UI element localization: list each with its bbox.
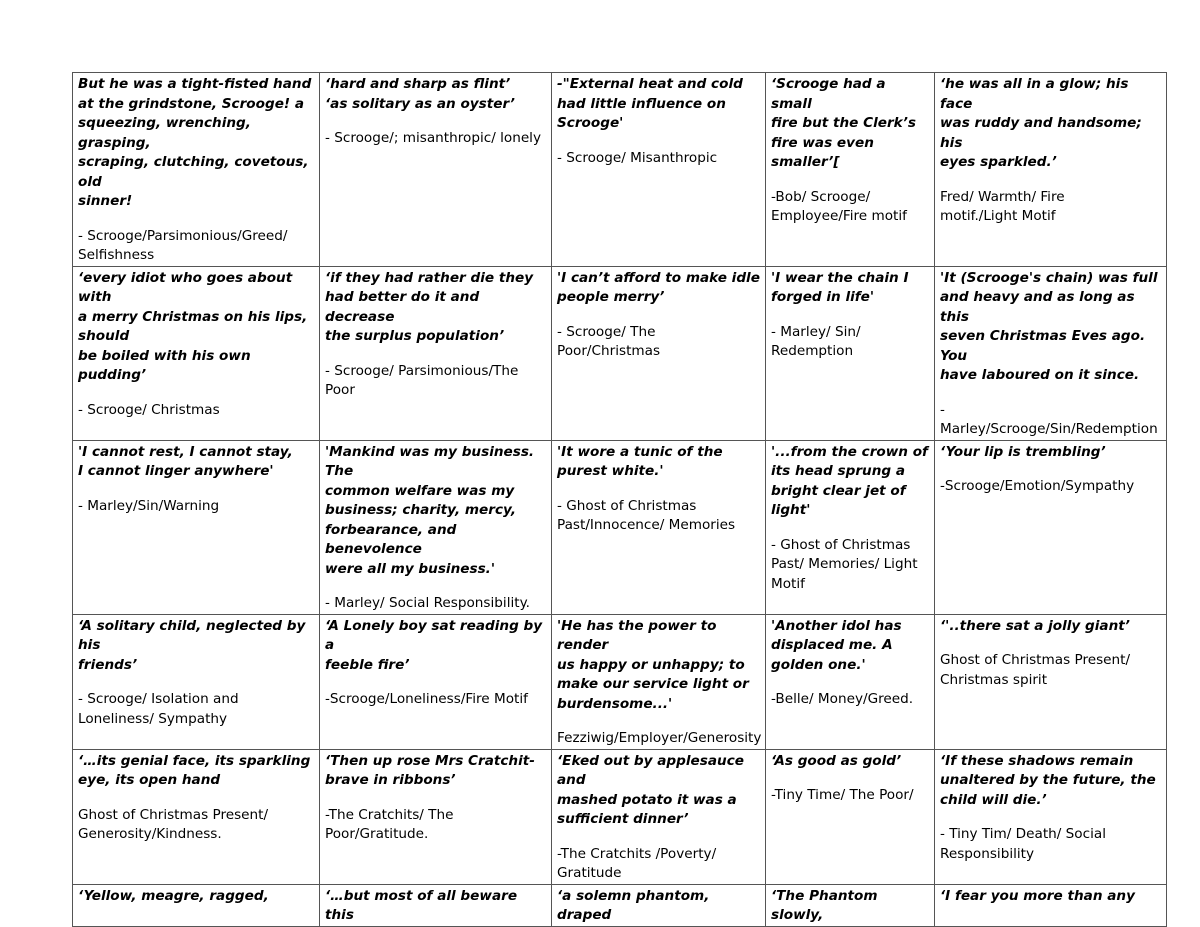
quote-text: 'He has the power to render us happy or unhappy; to make our service light or burdensome...' — [557, 617, 749, 712]
quote-text: 'I can’t afford to make idle people merry’ — [557, 269, 760, 305]
quote-table — [72, 72, 1167, 927]
table-cell — [552, 614, 766, 749]
quote-text: '...from the crown of its head sprung a bright clear jet of light' — [771, 443, 928, 518]
table-cell — [766, 440, 935, 614]
theme-tags: - Marley/Scrooge/Sin/Redemption — [940, 401, 1158, 437]
theme-tags: - Ghost of Christmas Past/ Memories/ Light Motif — [771, 536, 918, 592]
theme-tags: -Scrooge/Loneliness/Fire Motif — [325, 691, 528, 707]
quote-text: ‘…but most of all beware this — [325, 887, 518, 923]
theme-tags: - Scrooge/ Isolation and Loneliness/ Sympathy — [78, 691, 239, 727]
theme-tags: - Ghost of Christmas Past/Innocence/ Memories — [557, 497, 736, 533]
quote-text: ‘every idiot who goes about with a merry Christmas on his lips, should be boiled with his own pudding’ — [78, 269, 308, 383]
table-cell — [766, 749, 935, 884]
quote-text: 'I wear the chain I forged in life' — [771, 269, 909, 305]
quote-text: ‘Your lip is trembling’ — [940, 443, 1106, 460]
quote-table-sheet — [72, 72, 1166, 923]
theme-tags: - Marley/ Social Responsibility. — [325, 595, 531, 611]
theme-tags: Ghost of Christmas Present/ Generosity/Kindness. — [78, 806, 269, 842]
quote-text: ‘A solitary child, neglected by his friends’ — [78, 617, 306, 673]
table-cell — [935, 266, 1167, 440]
theme-tags: - Scrooge/ Christmas — [78, 401, 220, 418]
quote-text: ‘'..there sat a jolly giant’ — [940, 617, 1130, 634]
theme-tags: -Tiny Time/ The Poor/ — [771, 787, 914, 803]
table-row — [73, 73, 1167, 267]
theme-tags: - Scrooge/ Misanthropic — [557, 149, 718, 166]
quote-text: ‘hard and sharp as flint’ ‘as solitary as an oyster’ — [325, 76, 515, 112]
theme-tags: -The Cratchits /Poverty/ Gratitude — [557, 845, 717, 881]
theme-tags: - Marley/ Sin/ Redemption — [771, 323, 861, 359]
theme-tags: -The Cratchits/ The Poor/Gratitude. — [325, 806, 454, 842]
theme-tags: - Scrooge/; misanthropic/ lonely — [325, 130, 541, 146]
theme-tags: -Bob/ Scrooge/ Employee/Fire motif — [771, 188, 907, 224]
table-cell — [320, 266, 552, 440]
table-cell — [73, 614, 320, 749]
table-cell — [320, 884, 552, 926]
table-cell — [552, 73, 766, 267]
table-row — [73, 440, 1167, 614]
quote-text: 'It wore a tunic of the purest white.' — [557, 443, 723, 479]
table-cell — [766, 73, 935, 267]
theme-tags: -Scrooge/Emotion/Sympathy — [940, 478, 1135, 494]
quote-text: ‘…its genial face, its sparkling eye, its open hand — [78, 752, 311, 788]
theme-tags: -Belle/ Money/Greed. — [771, 691, 914, 707]
theme-tags: Fred/ Warmth/ Fire motif./Light Motif — [940, 188, 1065, 224]
table-cell — [766, 266, 935, 440]
table-cell — [320, 749, 552, 884]
table-cell — [552, 440, 766, 614]
table-cell — [766, 614, 935, 749]
theme-tags: Fezziwig/Employer/Generosity — [557, 730, 762, 746]
table-cell — [73, 440, 320, 614]
table-row — [73, 266, 1167, 440]
quote-text: 'Another idol has displaced me. A golden one.' — [771, 617, 902, 673]
table-cell — [935, 614, 1167, 749]
theme-tags: Ghost of Christmas Present/ Christmas spirit — [940, 652, 1131, 688]
quote-text: ‘Scrooge had a small fire but the Clerk’s fire was even smaller’[ — [771, 76, 916, 170]
quote-text: ‘Then up rose Mrs Cratchit- brave in ribbons’ — [325, 752, 535, 788]
table-cell — [73, 73, 320, 267]
table-cell — [935, 884, 1167, 926]
table-cell — [552, 884, 766, 926]
table-cell — [935, 73, 1167, 267]
theme-tags: - Marley/Sin/Warning — [78, 497, 220, 514]
quote-text: ‘The Phantom slowly, — [771, 887, 878, 923]
quote-text: ‘a solemn phantom, draped — [557, 887, 710, 923]
theme-tags: - Scrooge/ The Poor/Christmas — [557, 323, 661, 359]
quote-text: ‘If these shadows remain unaltered by the future, the child will die.’ — [940, 752, 1156, 808]
quote-text: ‘Eked out by applesauce and mashed potato it was a sufficient dinner’ — [557, 752, 744, 827]
table-cell — [552, 266, 766, 440]
table-cell — [552, 749, 766, 884]
table-cell — [320, 73, 552, 267]
table-cell — [935, 749, 1167, 884]
quote-text: 'I cannot rest, I cannot stay, I cannot linger anywhere' — [78, 443, 293, 479]
quote-text: ‘As good as gold’ — [771, 752, 902, 769]
table-cell — [320, 614, 552, 749]
table-cell — [73, 749, 320, 884]
table-row — [73, 884, 1167, 926]
table-cell — [73, 884, 320, 926]
table-row — [73, 749, 1167, 884]
theme-tags: - Scrooge/ Parsimonious/The Poor — [325, 362, 519, 398]
table-cell — [320, 440, 552, 614]
quote-text: ‘I fear you more than any — [940, 887, 1135, 904]
quote-text: 'Mankind was my business. The common welfare was my business; charity, mercy, forbearance, and benevolence were all my business.' — [325, 443, 535, 577]
table-row — [73, 614, 1167, 749]
quote-text: ‘Yellow, meagre, ragged, — [78, 887, 269, 904]
table-cell — [935, 440, 1167, 614]
table-cell — [766, 884, 935, 926]
theme-tags: - Scrooge/Parsimonious/Greed/ Selfishness — [78, 227, 288, 263]
quote-text: But he was a tight-fisted hand at the grindstone, Scrooge! a squeezing, wrenching, grasping, scraping, clutching, covetous, old sinner! — [78, 76, 312, 209]
quote-text: ‘he was all in a glow; his face was ruddy and handsome; his eyes sparkled.’ — [940, 76, 1142, 170]
quote-text: ‘A Lonely boy sat reading by a feeble fire’ — [325, 617, 543, 673]
table-cell — [73, 266, 320, 440]
quote-text: -"External heat and cold had little influence on Scrooge' — [557, 76, 743, 131]
quote-text: ‘if they had rather die they had better do it and decrease the surplus population’ — [325, 269, 534, 344]
quote-text: 'It (Scrooge's chain) was full and heavy and as long as this seven Christmas Eves ago. You have laboured on it since. — [940, 269, 1158, 383]
theme-tags: - Tiny Tim/ Death/ Social Responsibility — [940, 826, 1106, 862]
